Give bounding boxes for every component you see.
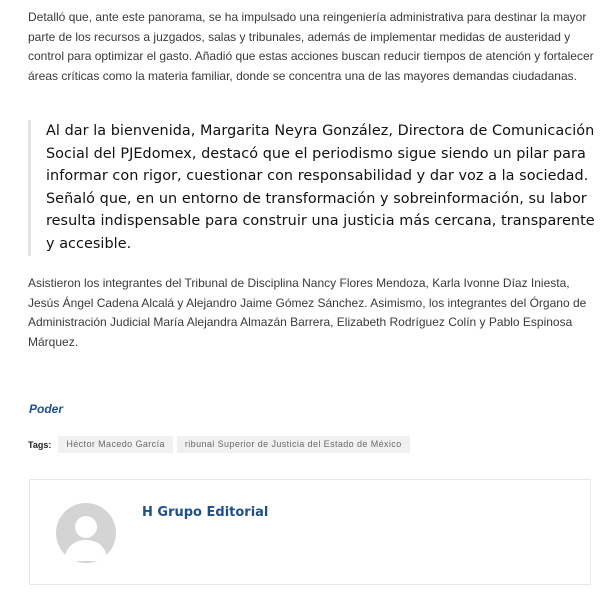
author-name-link[interactable]: H Grupo Editorial (142, 505, 269, 520)
author-box (29, 479, 591, 585)
article-paragraph: Asistieron los integrantes del Tribunal de Disciplina Nancy Flores Mendoza, Karla Ivonne Díaz Iniesta, Jesús Ángel Cadena Alcalá y Alejandro Jaime Gómez Sánchez. Asimismo, los integrantes del Órgano de Administración Judicial María Alejandra Almazán Barrera, Elizabeth Rodríguez Colín y Pablo Espinosa Márquez. (28, 276, 587, 349)
tags-label: Tags: (28, 439, 52, 450)
blockquote-text: Al dar la bienvenida, Margarita Neyra González, Directora de Comunicación Social del PJEdomex, destacó que el periodismo sigue siendo un pilar para informar con rigor, cuestionar con responsabilidad y dar voz a la sociedad. Señaló que, en un entorno de transformación y sobreinformación, su labor resulta indispensable para construir una justicia más cercana, transparente y accesible. (46, 123, 595, 252)
tag-link[interactable]: Héctor Macedo García (58, 436, 173, 453)
tag-link[interactable]: ribunal Superior de Justicia del Estado de México (177, 436, 410, 453)
article-paragraph: Detalló que, ante este panorama, se ha impulsado una reingeniería administrativa para destinar la mayor parte de los recursos a juzgados, salas y tribunales, además de implementar medidas de austeridad y control para optimizar el gasto. Añadió que estas acciones buscan reducir tiempos de atención y fortalecer áreas críticas como la materia familiar, donde se concentra una de las mayores demandas ciudadanas. (28, 10, 594, 83)
blockquote (28, 120, 594, 256)
tags-row (28, 436, 410, 453)
category-link[interactable]: Poder (29, 402, 64, 416)
default-user-avatar-icon[interactable] (56, 503, 116, 563)
